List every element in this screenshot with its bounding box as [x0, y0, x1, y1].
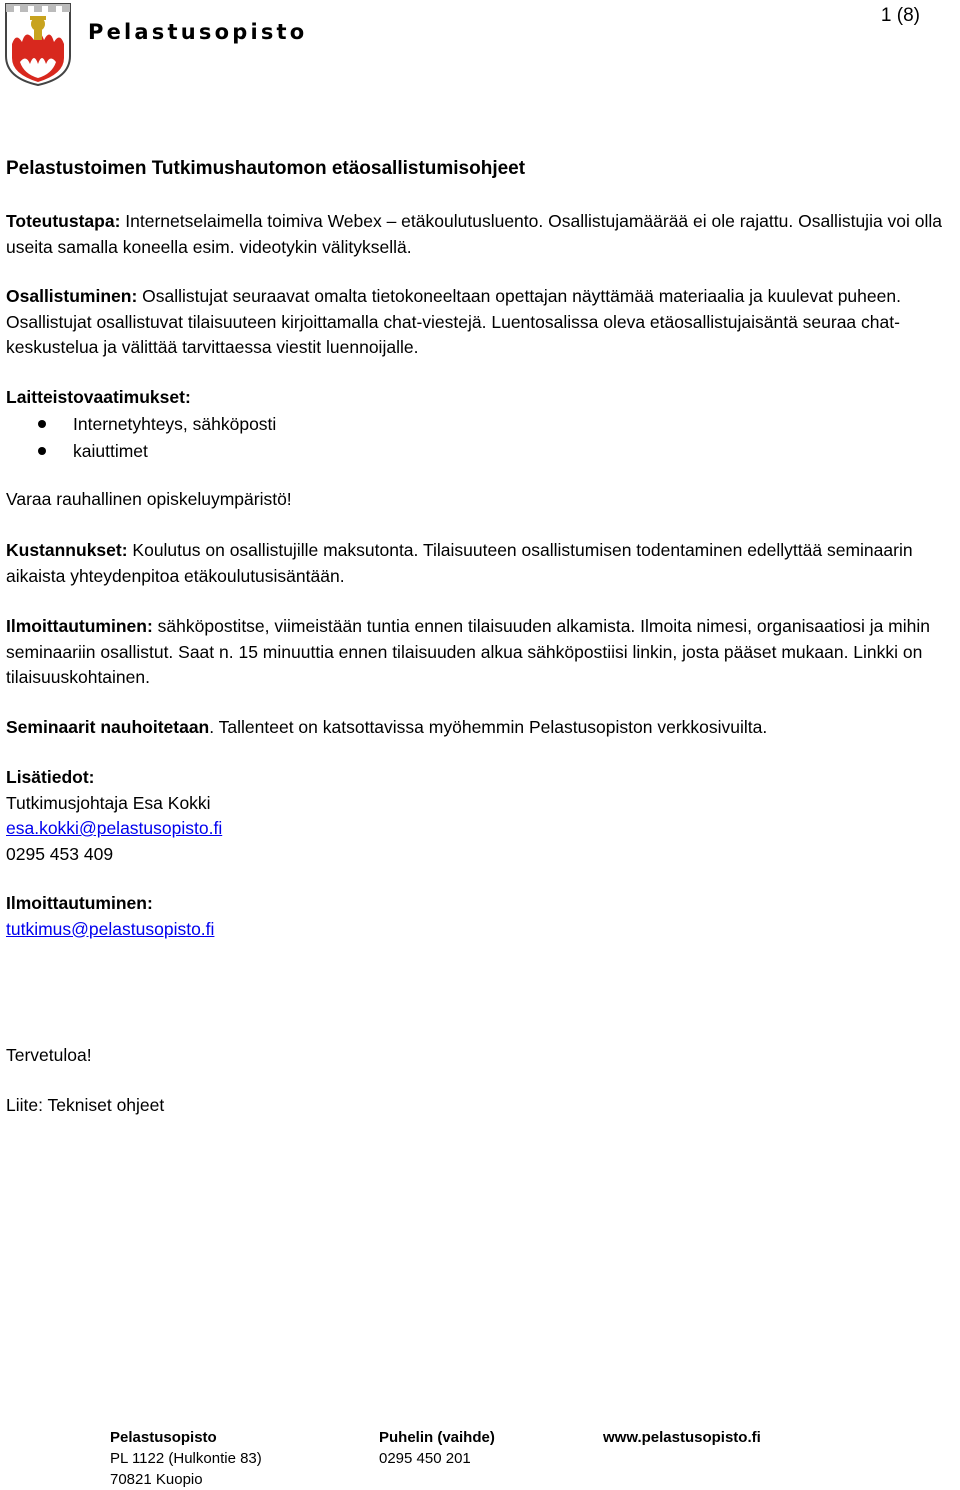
ilmoittautuminen-text: sähköpostitse, viimeistään tuntia ennen tilaisuuden alkamista. Ilmoita nimesi, organisaatiosi ja mihin seminaariin osallistut. Saat n. 15 minuuttia ennen tilaisuuden alkua sähköpostiisi linkin, josta pääset mukaan. Linkki on tilaisuuskohtainen.: [6, 616, 931, 687]
footer-phone-label: Puhelin (vaihde): [379, 1429, 495, 1446]
footer-phone-block: [379, 1427, 495, 1469]
footer-address-line1: PL 1122 (Hulkontie 83): [110, 1450, 262, 1467]
coat-of-arms-icon: [4, 2, 72, 86]
contact-email-link[interactable]: esa.kokki@pelastusopisto.fi: [6, 818, 223, 838]
toteutus-paragraph: [6, 209, 960, 260]
attachment-text: Liite: Tekniset ohjeet: [6, 1095, 165, 1115]
toteutus-text: Internetselaimella toimiva Webex – etäkoulutusluento. Osallistujamäärää ei ole rajattu. Osallistujia voi olla useita samalla koneella esim. videotykin välityksellä.: [6, 211, 943, 257]
contact-name: Tutkimusjohtaja Esa Kokki: [6, 792, 211, 813]
list-item: [6, 438, 276, 465]
footer-address: [110, 1427, 262, 1490]
bullet-icon: [38, 447, 46, 455]
list-item-text: kaiuttimet: [73, 441, 148, 461]
registration-email-link[interactable]: tutkimus@pelastusopisto.fi: [6, 918, 215, 939]
tervetuloa-text: Tervetuloa!: [6, 1045, 92, 1065]
footer-address-line2: 70821 Kuopio: [110, 1471, 203, 1488]
ilmoittautuminen-contact-label: Ilmoittautuminen:: [6, 893, 153, 913]
varaa-text: Varaa rauhallinen opiskeluympäristö!: [6, 489, 292, 509]
laitteisto-list: [6, 411, 276, 465]
footer-phone: 0295 450 201: [379, 1450, 471, 1467]
document-title: Pelastustoimen Tutkimushautomon etäosallistumisohjeet: [6, 158, 526, 179]
ilmoittautuminen-paragraph: [6, 614, 960, 691]
bullet-icon: [38, 420, 46, 428]
brand-wordmark: Pelastusopisto: [88, 20, 308, 44]
page-number: 1 (8): [880, 5, 920, 26]
osallistuminen-label: Osallistuminen:: [6, 286, 138, 306]
coat-of-arms-logo: [4, 2, 72, 86]
list-item-text: Internetyhteys, sähköposti: [73, 414, 277, 434]
ilmoittautuminen-label: Ilmoittautuminen:: [6, 616, 153, 636]
kustannukset-paragraph: [6, 538, 960, 589]
contact-phone: 0295 453 409: [6, 843, 114, 864]
kustannukset-label: Kustannukset:: [6, 540, 128, 560]
osallistuminen-paragraph: [6, 284, 960, 361]
kustannukset-text: Koulutus on osallistujille maksutonta. Tilaisuuteen osallistumisen todentaminen edellyttää seminaarin aikaista yhteydenpitoa etäkoulutusisäntään.: [6, 540, 913, 586]
footer-org: Pelastusopisto: [110, 1429, 217, 1446]
footer-website: www.pelastusopisto.fi: [603, 1429, 761, 1446]
seminaarit-paragraph: [6, 715, 960, 741]
osallistuminen-text: Osallistujat seuraavat omalta tietokoneeltaan opettajan näyttämää materiaalia ja kuulevat puheen. Osallistujat osallistuvat tilaisuuteen kirjoittamalla chat-viestejä. Luentosalissa oleva etäosallistujaisäntä seuraa chat-keskustelua ja välittää tarvittaessa viestit luennoijalle.: [6, 286, 901, 357]
toteutus-label: Toteutustapa:: [6, 211, 121, 231]
seminaarit-label: Seminaarit nauhoitetaan: [6, 717, 210, 737]
seminaarit-text: . Tallenteet on katsottavissa myöhemmin Pelastusopiston verkkosivuilta.: [209, 717, 768, 737]
list-item: [6, 411, 276, 438]
ilmoittautuminen-contact-block: [6, 891, 960, 942]
lisatiedot-label: Lisätiedot:: [6, 767, 95, 787]
lisatiedot-block: [6, 765, 960, 867]
laitteisto-label: Laitteistovaatimukset:: [6, 387, 191, 407]
